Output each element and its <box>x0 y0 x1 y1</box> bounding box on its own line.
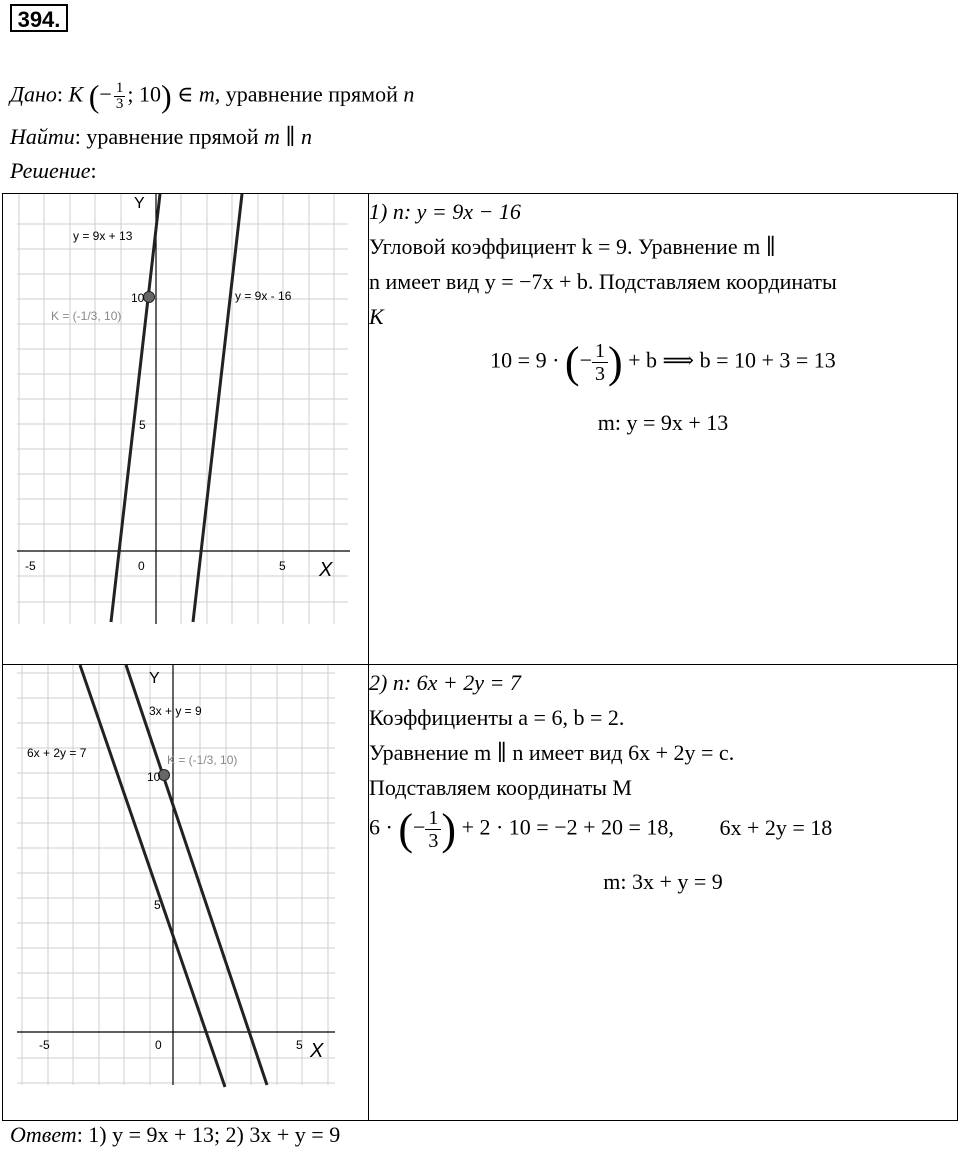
graph1-tick-y-top: 10 <box>131 291 145 305</box>
graph2-tick-y-mid: 5 <box>154 898 161 912</box>
find-line: Найти: уравнение прямой m ∥ n <box>10 124 313 149</box>
graph2-line-m <box>126 665 267 1085</box>
graph1-label-m: y = 9x + 13 <box>73 229 133 243</box>
solution-table <box>2 193 958 1121</box>
graph1 <box>3 194 368 659</box>
graph1-tick-x-pos: 5 <box>279 559 286 573</box>
graph2-cell <box>3 665 369 1121</box>
part2-cell <box>369 665 958 1121</box>
part2-line3: Подставляем координаты M <box>369 775 632 800</box>
given-belongs: ∈ m, <box>177 81 221 107</box>
find-text: уравнение прямой <box>86 124 259 149</box>
graph2-tick-x-neg: -5 <box>39 1038 50 1052</box>
answer-text: : 1) y = 9x + 13; 2) 3x + y = 9 <box>76 1122 341 1147</box>
answer-label: Ответ <box>10 1122 77 1147</box>
graph1-tick-x-zero: 0 <box>138 559 145 573</box>
solution-line: Решение: <box>10 158 97 183</box>
graph2-tick-y-top: 10 <box>147 770 161 784</box>
part1-line3: K <box>369 304 384 329</box>
problem-number: 394. <box>10 4 68 32</box>
graph1-grid <box>17 194 348 624</box>
graph1-line-n <box>193 194 242 622</box>
graph2-label-point: K = (-1/3, 10) <box>167 753 238 767</box>
graph1-line-m <box>111 194 160 622</box>
part2-equation: 6 · (− $\frac{1}{3}$ ) + 2 · 10 = −2 + 20 = 18, 6x + 2y = 18 <box>369 805 833 854</box>
graph2-axis-y-label: Y <box>149 670 160 687</box>
find-expr: m ∥ n <box>264 124 313 149</box>
graph1-cell <box>3 194 369 665</box>
graph2-tick-x-zero: 0 <box>155 1038 162 1052</box>
part1-line2: n имеет вид y = −7x + b. Подставляем координаты <box>369 269 837 294</box>
part1-result: m: y = 9x + 13 <box>597 410 729 435</box>
solution-label: Решение <box>10 158 91 183</box>
given-label: Дано <box>10 81 57 107</box>
part2-line2: Уравнение m ∥ n имеет вид 6x + 2y = c. <box>369 740 735 765</box>
graph1-tick-y-mid: 5 <box>139 418 146 432</box>
part2-line1: Коэффициенты a = 6, b = 2. <box>369 705 625 730</box>
part1-cell <box>369 194 958 665</box>
graph1-axis-y-label: Y <box>134 195 145 212</box>
given-line-n: n <box>403 81 415 107</box>
part2-head: 2) n: 6x + 2y = 7 <box>369 670 521 695</box>
part1-head: 1) n: y = 9x − 16 <box>369 199 521 224</box>
answer-line <box>10 1122 340 1148</box>
part1-line1: Угловой коэффициент k = 9. Уравнение m ∥ <box>369 234 776 259</box>
graph2-grid <box>17 665 335 1085</box>
given-fraction: $\frac{1}{3}$ <box>115 80 124 112</box>
given-line: Дано: K (− $\frac{1}{3}$ ; 10) ∈ m, уравнение прямой n <box>10 78 415 114</box>
graph1-axis-x-label: X <box>319 559 333 581</box>
graph1-point-k <box>144 292 155 303</box>
graph1-tick-x-neg: -5 <box>25 559 36 573</box>
given-rest: уравнение прямой <box>225 81 398 107</box>
given-point: K <box>68 81 84 107</box>
graph2-label-n: 6x + 2y = 7 <box>27 746 87 760</box>
graph1-label-point: K = (-1/3, 10) <box>51 309 122 323</box>
find-label: Найти <box>10 124 75 149</box>
part2-result: m: 3x + y = 9 <box>603 869 723 894</box>
part1-equation: 10 = 9 · (− $\frac{1}{3}$ ) + b ⟹ b = 10 + 3 = 13 <box>490 338 836 387</box>
graph2 <box>3 665 368 1090</box>
graph2-label-m: 3x + y = 9 <box>149 704 202 718</box>
given-y: 10 <box>138 81 161 107</box>
graph2-axis-x-label: X <box>310 1040 324 1062</box>
graph2-tick-x-pos: 5 <box>296 1038 303 1052</box>
graph2-line-n <box>80 665 225 1087</box>
graph1-label-n: y = 9x - 16 <box>235 289 292 303</box>
